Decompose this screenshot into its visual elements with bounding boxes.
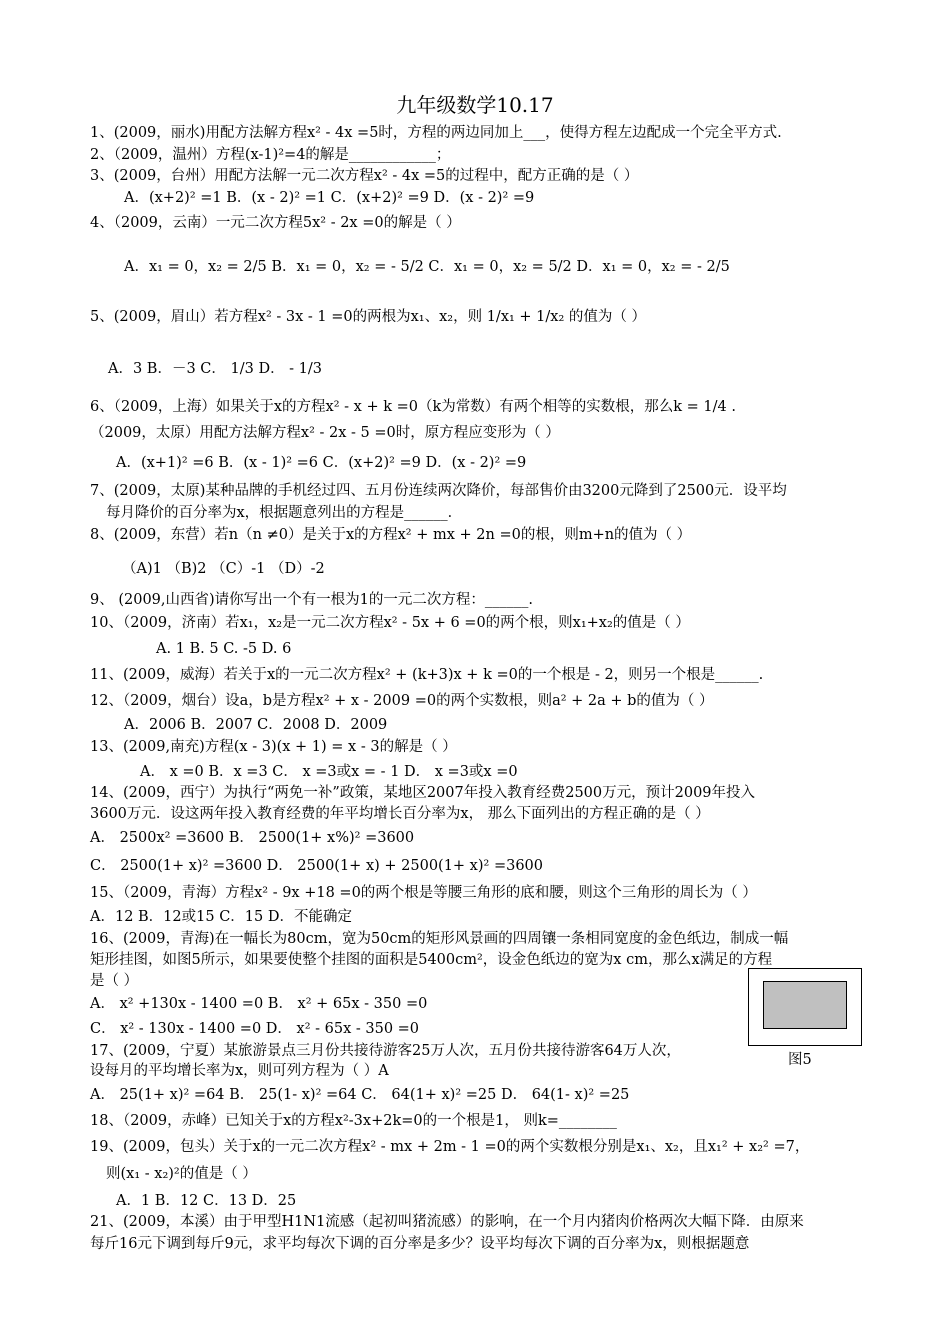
q7-text-1: 7、(2009，太原)某种品牌的手机经过四、五月份连续两次降价，每部售价由3200元降到了2500元．设平均	[90, 483, 787, 499]
q11-text: 11、(2009，威海）若关于x的一元二次方程x² + (k+3)x + k =0的一个根是 - 2，则另一个根是______.	[90, 667, 764, 683]
q15-text: 15、（2009，青海）方程x² - 9x +18 =0的两个根是等腰三角形的底和腰，则这个三角形的周长为（ ）	[90, 885, 757, 901]
q12-text: 12、（2009，烟台）设a，b是方程x² + x - 2009 =0的两个实数根，则a² + 2a + b的值为（ ）	[90, 693, 714, 709]
q14-options-cd: C． 2500(1+ x)² =3600 D． 2500(1+ x) + 2500(1+ x)² =3600	[90, 858, 543, 874]
q2-text: 2、（2009，温州）方程(x-1)²=4的解是____________；	[90, 147, 451, 163]
q3-text: 3、(2009，台州）用配方法解一元二次方程x² - 4x =5的过程中，配方正确的是（ ）	[90, 168, 639, 184]
q13-options: A． x =0 B．x =3 C． x =3或x = - 1 D． x =3或x =0	[140, 764, 518, 780]
q10-text: 10、（2009，济南）若x₁，x₂是一元二次方程x² - 5x + 6 =0的两个根，则x₁+x₂的值是（ ）	[90, 615, 690, 631]
q10-options: A. 1 B. 5 C. -5 D. 6	[156, 641, 292, 657]
figure-5-caption: 图5	[788, 1052, 812, 1068]
q8-options: （A)1 （B)2 （C）-1 （D）-2	[122, 561, 325, 577]
q17-text-2: 设每月的平均增长率为x，则可列方程为（ ）A	[90, 1063, 389, 1079]
q7-text-2: 每月降价的百分率为x，根据题意列出的方程是______．	[106, 505, 463, 521]
q19-text-2: 则(x₁ - x₂)²的值是（ ）	[106, 1166, 257, 1182]
taiyuan-q-options: A．(x+1)² =6 B．(x - 1)² =6 C．(x+2)² =9 D．(x - 2)² =9	[116, 455, 527, 471]
q4-text: 4、（2009，云南）一元二次方程5x² - 2x =0的解是（ ）	[90, 215, 461, 231]
q17-text-1: 17、(2009，宁夏）某旅游景点三月份共接待游客25万人次，五月份共接待游客64万人次，	[90, 1043, 681, 1059]
q4-options: A．x₁ = 0，x₂ = 2/5 B．x₁ = 0，x₂ = - 5/2 C．x₁ = 0，x₂ = 5/2 D．x₁ = 0，x₂ = - 2/5	[124, 259, 730, 275]
q14-options-ab: A． 2500x² =3600 B． 2500(1+ x%)² =3600	[90, 830, 415, 846]
q15-options: A．12 B．12或15 C．15 D．不能确定	[90, 909, 352, 925]
figure-5-painting	[763, 981, 847, 1029]
q1-text: 1、(2009，丽水)用配方法解方程x² - 4x =5时，方程的两边同加上___，使得方程左边配成一个完全平方式.	[90, 125, 782, 141]
q19-options: A．1 B．12 C．13 D．25	[116, 1193, 297, 1209]
q12-options: A．2006 B．2007 C．2008 D．2009	[124, 717, 388, 733]
q18-text: 18、（2009，赤峰）已知关于x的方程x²-3x+2k=0的一个根是1， 则k=________	[90, 1113, 617, 1129]
q5-options: A．3 B．－3 C． 1/3 D． - 1/3	[108, 361, 323, 377]
q17-options: A． 25(1+ x)² =64 B． 25(1- x)² =64 C． 64(1+ x)² =25 D． 64(1- x)² =25	[90, 1087, 630, 1103]
figure-5-frame	[748, 968, 862, 1046]
page-title: 九年级数学10.17	[396, 93, 554, 117]
q9-text: 9、 (2009,山西省)请你写出一个有一根为1的一元二次方程：______.	[90, 592, 533, 608]
q21-text-1: 21、(2009，本溪）由于甲型H1N1流感（起初叫猪流感）的影响，在一个月内猪肉价格两次大幅下降．由原来	[90, 1214, 804, 1230]
q19-text: 19、(2009，包头）关于x的一元二次方程x² - mx + 2m - 1 =0的两个实数根分别是x₁、x₂，且x₁² + x₂² =7，	[90, 1139, 810, 1155]
q3-options: A．(x+2)² =1 B．(x - 2)² =1 C．(x+2)² =9 D．(x - 2)² =9	[124, 190, 535, 206]
q21-text-2: 每斤16元下调到每斤9元，求平均每次下调的百分率是多少？设平均每次下调的百分率为x，则根据题意	[90, 1236, 750, 1252]
q16-options-ab: A． x² +130x - 1400 =0 B． x² + 65x - 350 =0	[90, 996, 428, 1012]
q8-text: 8、(2009，东营）若n（n ≠0）是关于x的方程x² + mx + 2n =0的根，则m+n的值为（ ）	[90, 527, 692, 543]
q16-text-3: 是（ ）	[90, 973, 139, 989]
q14-text-1: 14、(2009，西宁）为执行“两免一补”政策，某地区2007年投入教育经费2500万元，预计2009年投入	[90, 785, 756, 801]
q13-text: 13、(2009,南充)方程(x - 3)(x + 1) = x - 3的解是（ ）	[90, 739, 457, 755]
q16-text-1: 16、(2009，青海)在一幅长为80cm，宽为50cm的矩形风景画的四周镶一条相同宽度的金色纸边，制成一幅	[90, 931, 789, 947]
q16-options-cd: C． x² - 130x - 1400 =0 D． x² - 65x - 350 =0	[90, 1021, 420, 1037]
taiyuan-q-text: （2009，太原）用配方法解方程x² - 2x - 5 =0时，原方程应变形为（ ）	[90, 425, 560, 441]
q16-text-2: 矩形挂图，如图5所示，如果要使整个挂图的面积是5400cm²，设金色纸边的宽为x cm，那么x满足的方程	[90, 952, 773, 968]
q5-text: 5、(2009，眉山）若方程x² - 3x - 1 =0的两根为x₁、x₂，则 1/x₁ + 1/x₂ 的值为（ ）	[90, 309, 646, 325]
q14-text-2: 3600万元．设这两年投入教育经费的年平均增长百分率为x， 那么下面列出的方程正确的是（ ）	[90, 806, 710, 822]
q6-text: 6、（2009，上海）如果关于x的方程x² - x + k =0（k为常数）有两个相等的实数根，那么k = 1/4 .	[90, 399, 736, 415]
